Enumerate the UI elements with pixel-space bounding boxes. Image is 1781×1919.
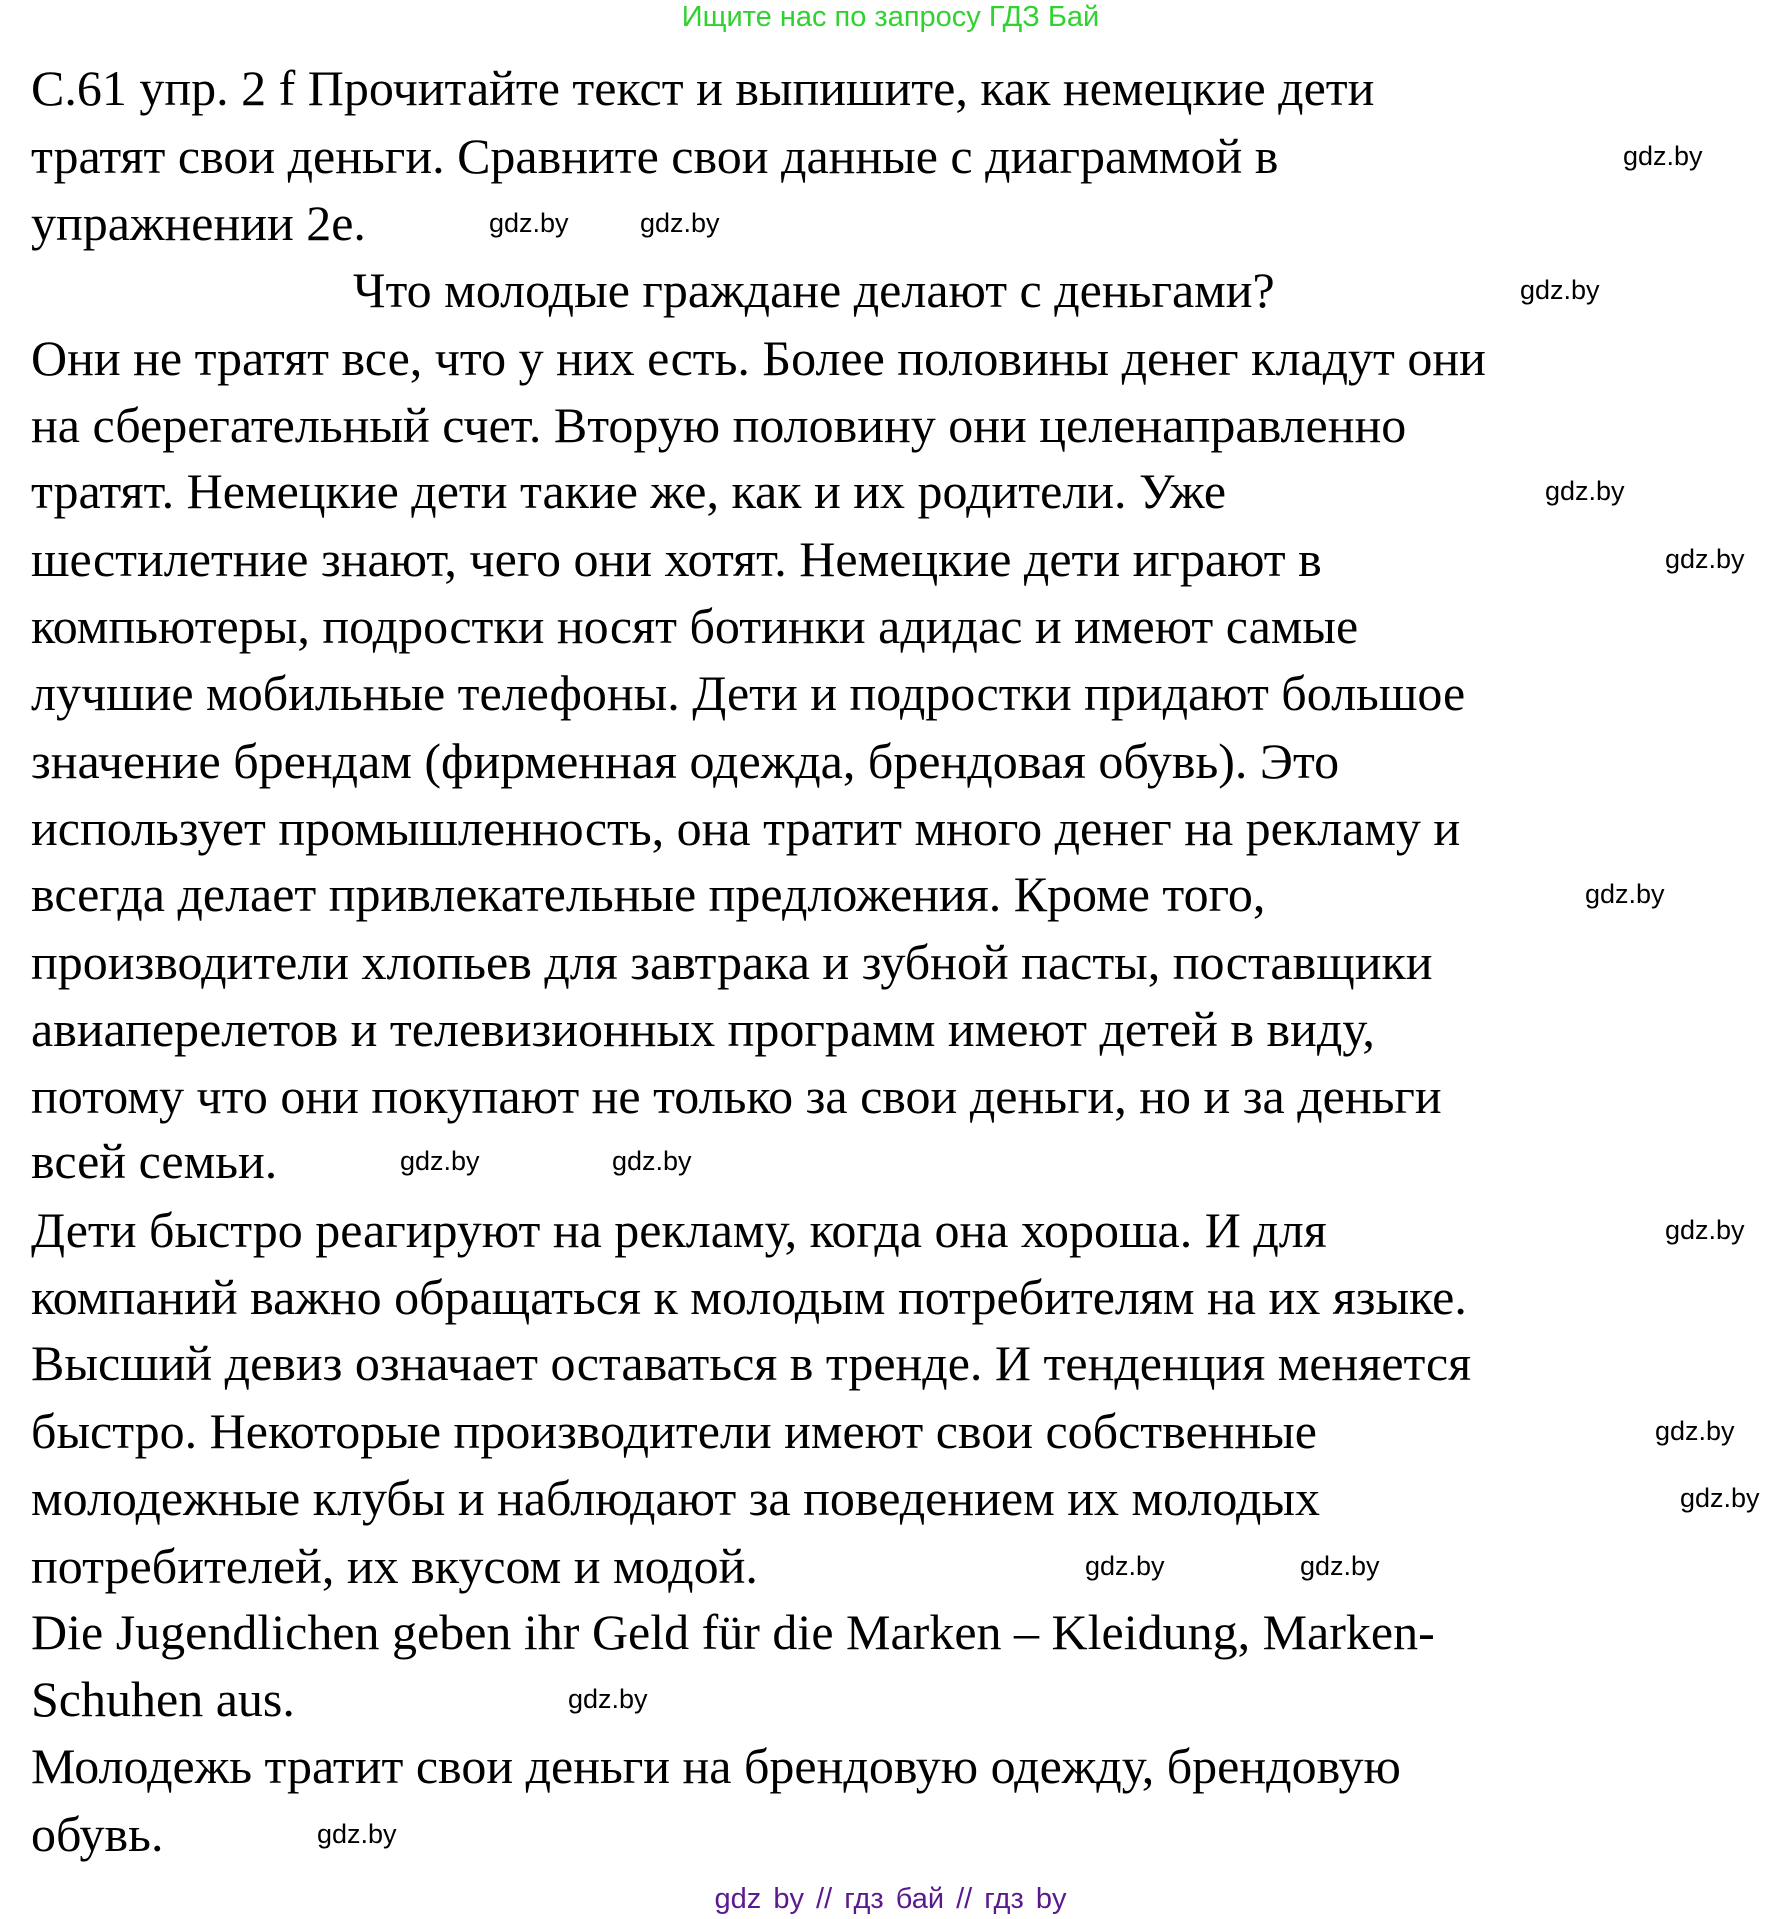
search-hint-banner: Ищите нас по запросу ГДЗ Бай [681, 1, 1100, 33]
text-line: компаний важно обращаться к молодым потребителям на их языке. [31, 1269, 1467, 1325]
text-line: потребителей, их вкусом и модой. [31, 1538, 758, 1594]
watermark: gdz.by [1520, 275, 1600, 305]
text-line: молодежные клубы и наблюдают за поведением их молодых [31, 1470, 1320, 1526]
task-heading-line: упражнении 2е. [31, 195, 366, 251]
text-line: тратят. Немецкие дети такие же, как и их родители. Уже [31, 463, 1227, 519]
text-title: Что молодые граждане делают с деньгами? [353, 262, 1275, 318]
footer-links: gdz by // гдз бай // гдз by [714, 1883, 1067, 1915]
text-line: быстро. Некоторые производители имеют свои собственные [31, 1403, 1317, 1459]
russian-answer-line: обувь. [31, 1806, 164, 1862]
text-line: значение брендам (фирменная одежда, брендовая обувь). Это [31, 733, 1340, 789]
watermark: gdz.by [1655, 1416, 1735, 1446]
watermark: gdz.by [640, 208, 720, 238]
task-heading-line: тратят свои деньги. Сравните свои данные с диаграммой в [31, 128, 1279, 184]
watermark: gdz.by [400, 1146, 480, 1176]
text-line: авиаперелетов и телевизионных программ имеют детей в виду, [31, 1001, 1375, 1057]
text-line: всей семьи. [31, 1133, 278, 1189]
watermark: gdz.by [1085, 1551, 1165, 1581]
text-line: Они не тратят все, что у них есть. Более половины денег кладут они [31, 330, 1486, 386]
watermark: gdz.by [1665, 1215, 1745, 1245]
watermark: gdz.by [1665, 544, 1745, 574]
text-line: потому что они покупают не только за свои деньги, но и за деньги [31, 1068, 1442, 1124]
text-line: на сберегательный счет. Вторую половину они целенаправленно [31, 397, 1407, 453]
text-line: Дети быстро реагируют на рекламу, когда она хороша. И для [31, 1202, 1327, 1258]
text-line: шестилетние знают, чего они хотят. Немецкие дети играют в [31, 531, 1322, 587]
task-heading-line: С.61 упр. 2 f Прочитайте текст и выпишите, как немецкие дети [31, 60, 1375, 116]
german-answer-line: Die Jugendlichen geben ihr Geld für die Marken – Kleidung, Marken- [31, 1604, 1435, 1660]
german-answer-line: Schuhen aus. [31, 1671, 295, 1727]
watermark: gdz.by [1623, 141, 1703, 171]
watermark: gdz.by [1680, 1483, 1760, 1513]
watermark: gdz.by [612, 1146, 692, 1176]
watermark: gdz.by [1300, 1551, 1380, 1581]
text-line: всегда делает привлекательные предложения. Кроме того, [31, 866, 1266, 922]
text-line: компьютеры, подростки носят ботинки адидас и имеют самые [31, 598, 1359, 654]
text-line: Высший девиз означает оставаться в тренде. И тенденция меняется [31, 1335, 1472, 1391]
watermark: gdz.by [1545, 476, 1625, 506]
watermark: gdz.by [568, 1684, 648, 1714]
text-line: использует промышленность, она тратит много денег на рекламу и [31, 800, 1461, 856]
russian-answer-line: Молодежь тратит свои деньги на брендовую одежду, брендовую [31, 1738, 1401, 1794]
text-line: производители хлопьев для завтрака и зубной пасты, поставщики [31, 934, 1433, 990]
watermark: gdz.by [317, 1819, 397, 1849]
watermark: gdz.by [489, 208, 569, 238]
text-line: лучшие мобильные телефоны. Дети и подростки придают большое [31, 665, 1466, 721]
watermark: gdz.by [1585, 879, 1665, 909]
